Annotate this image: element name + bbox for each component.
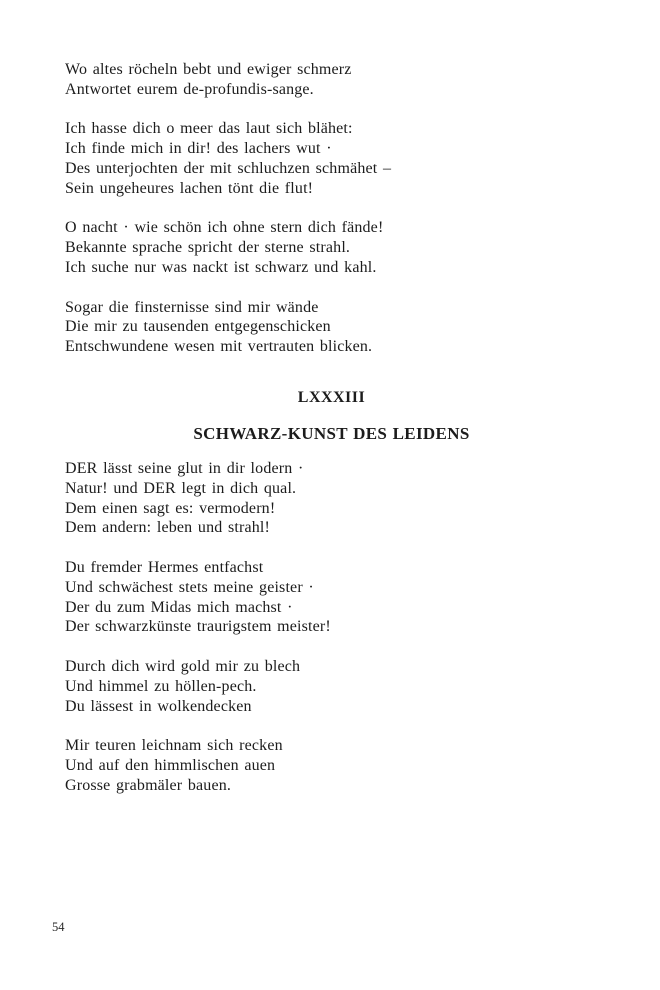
poem-line: Du lässest in wolkendecken (65, 697, 252, 715)
poem-line: Entschwundene wesen mit vertrauten blicken. (65, 338, 373, 356)
poem-line: Grosse grabmäler bauen. (65, 776, 232, 794)
poem-line: Mir teuren leichnam sich recken (65, 737, 283, 755)
stanza (65, 60, 598, 100)
stanza (65, 736, 598, 795)
poem-line: Und himmel zu höllen-pech. (65, 677, 257, 695)
section-title: SCHWARZ-KUNST DES LEIDENS (193, 423, 470, 443)
poem-line: Dem andern: leben und strahl! (65, 519, 271, 537)
poem-line: Du fremder Hermes entfachst (65, 558, 264, 576)
page-number: 54 (52, 920, 65, 934)
poem-line: Und schwächest stets meine geister · (65, 578, 314, 596)
poem-line: Des unterjochten der mit schluchzen schmähet – (65, 159, 392, 177)
poem-line: Ich hasse dich o meer das laut sich blähet: (65, 120, 353, 138)
poem-line: Ich suche nur was nackt ist schwarz und kahl. (65, 258, 377, 276)
poem-line: Und auf den himmlischen auen (65, 756, 276, 774)
section-numeral: LXXXIII (297, 388, 366, 406)
poem-line: Der du zum Midas mich machst · (65, 598, 293, 616)
poem-line: Antwortet eurem de-profundis-sange. (65, 80, 314, 98)
poem-line: Ich finde mich in dir! des lachers wut · (65, 140, 332, 158)
stanza (65, 657, 598, 716)
stanza (65, 298, 598, 357)
poem-line: Sogar die finsternisse sind mir wände (65, 298, 319, 316)
poem-line: Die mir zu tausenden entgegenschicken (65, 318, 331, 336)
poem-line: Dem einen sagt es: vermodern! (65, 499, 276, 517)
poem-line: Der schwarzkünste traurigstem meister! (65, 618, 331, 636)
poem-line: Durch dich wird gold mir zu blech (65, 657, 301, 675)
poem-line: Sein ungeheures lachen tönt die flut! (65, 179, 314, 197)
poem-top (65, 60, 598, 357)
poem-line: Wo altes röcheln bebt und ewiger schmerz (65, 61, 352, 78)
text-column (65, 60, 598, 815)
stanza (65, 119, 598, 198)
poem-line: Natur! und DER legt in dich qual. (65, 479, 297, 497)
stanza (65, 459, 598, 538)
stanza (65, 558, 598, 637)
poem-line: Bekannte sprache spricht der sterne strahl. (65, 239, 351, 257)
stanza (65, 218, 598, 277)
poem-line: O nacht · wie schön ich ohne stern dich fände! (65, 219, 384, 237)
poem-bottom (65, 459, 598, 796)
poem-line: DER lässt seine glut in dir lodern · (65, 459, 304, 477)
